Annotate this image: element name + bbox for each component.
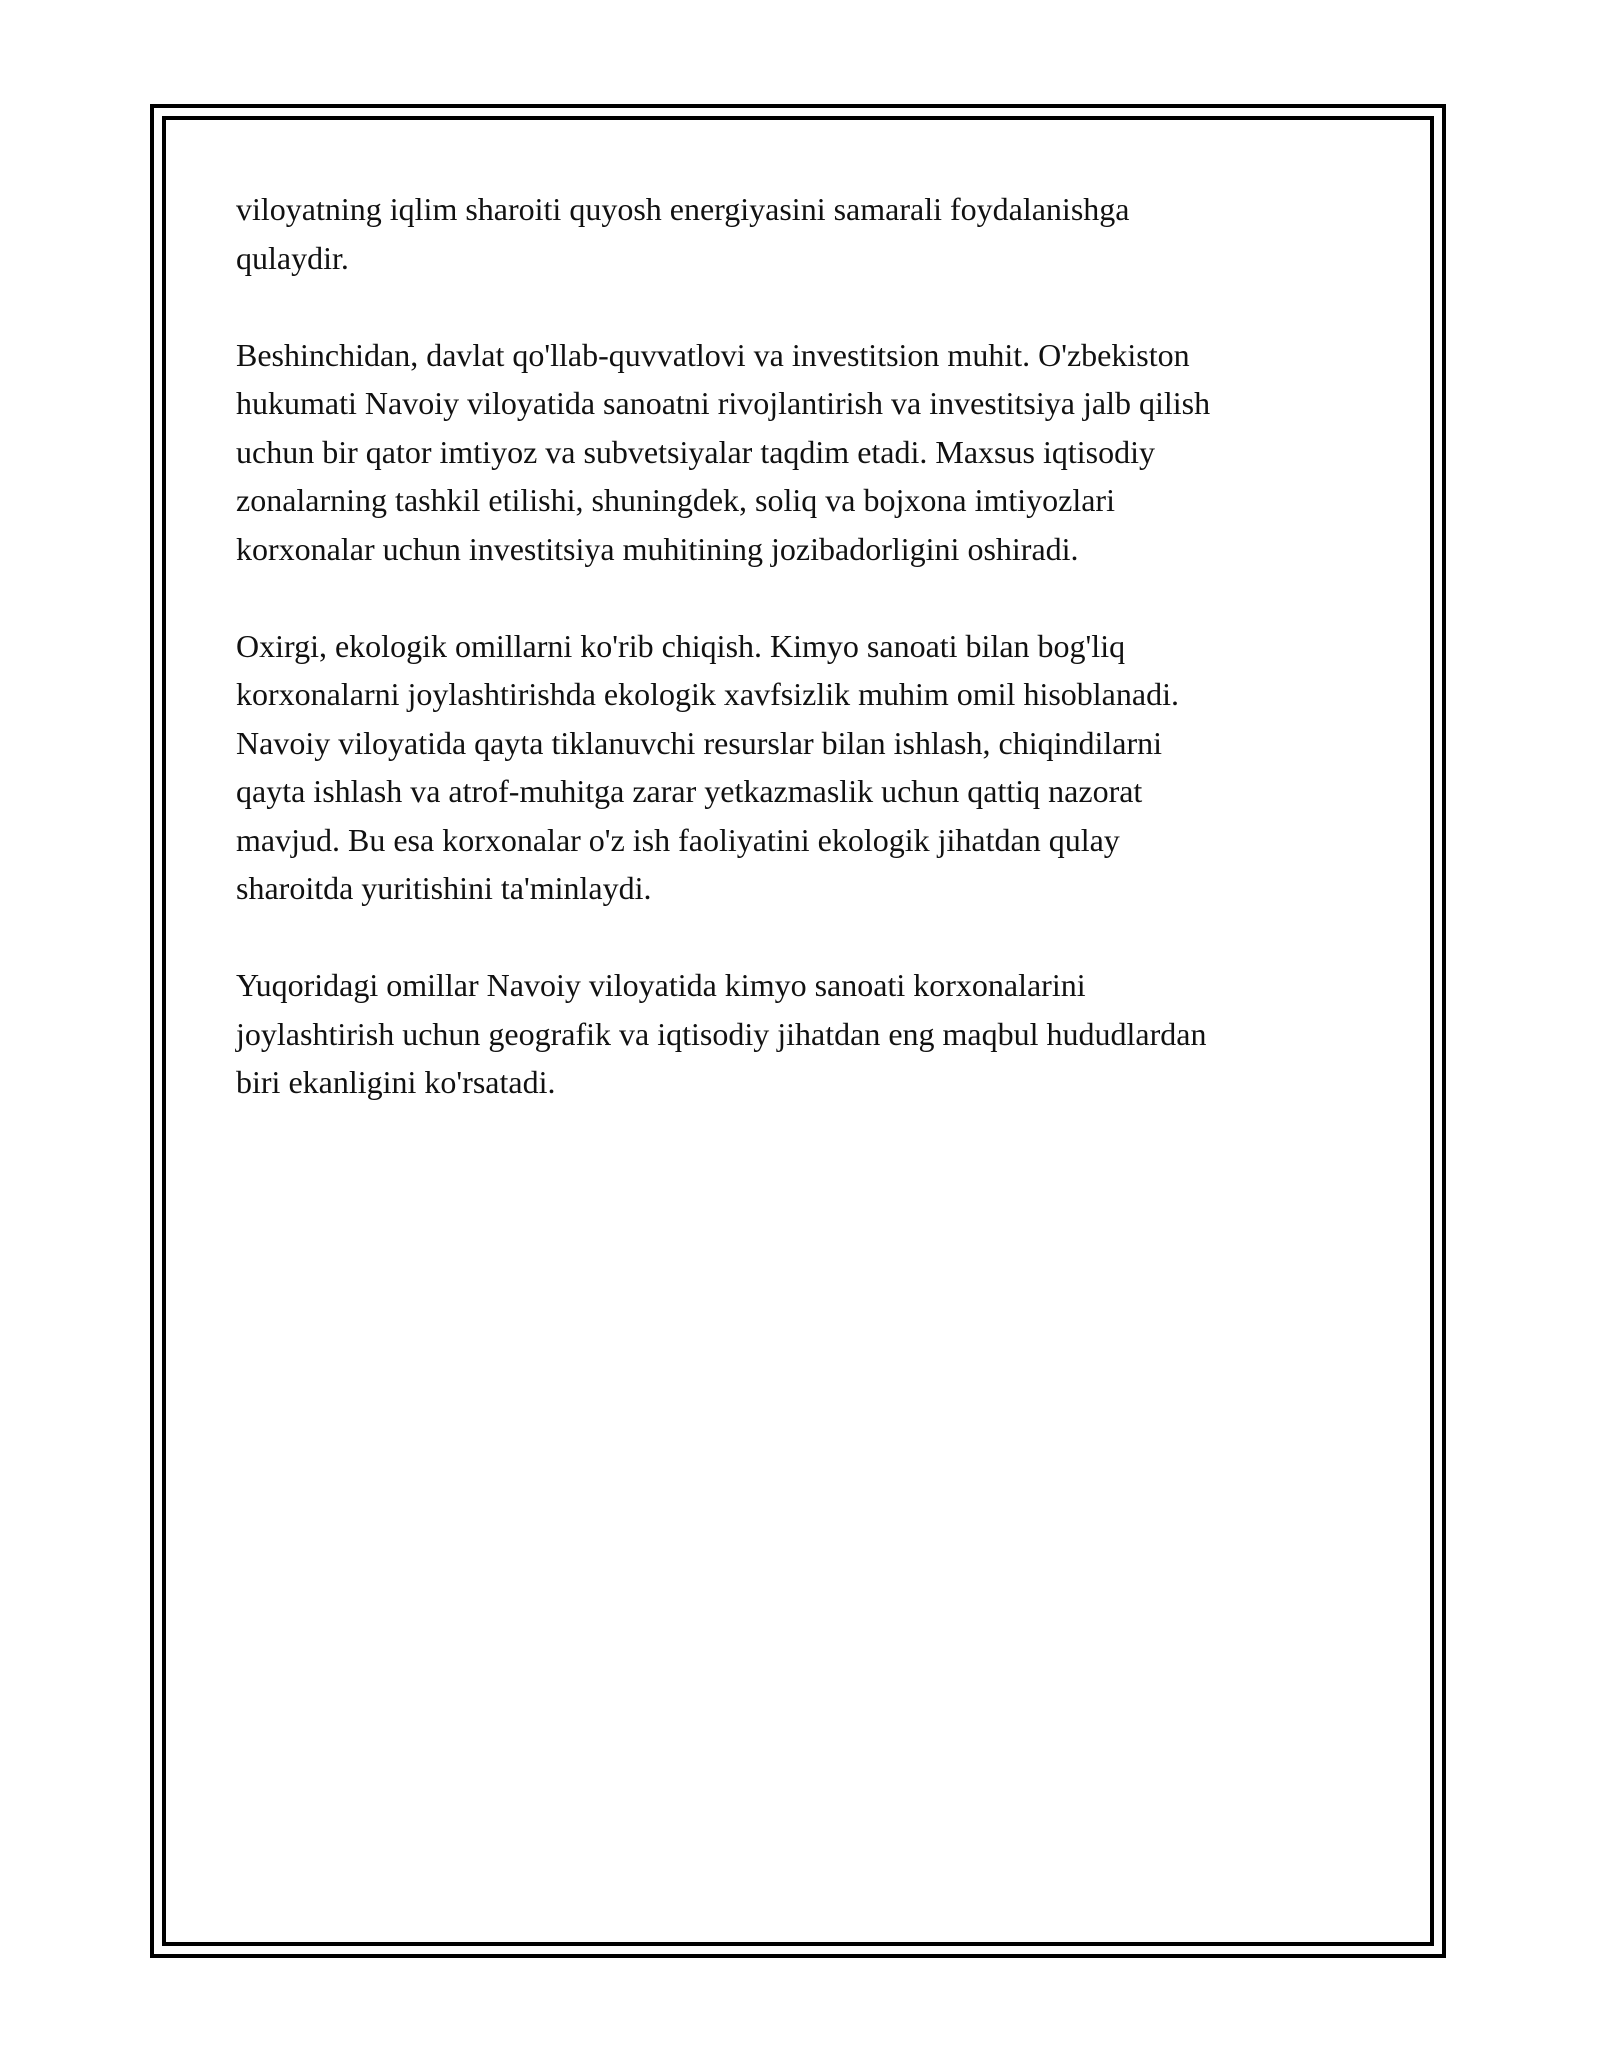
paragraph: Yuqoridagi omillar Navoiy viloyatida kimyo sanoati korxonalarini joylashtirish uchun geografik va iqtisodiy jihatdan eng maqbul hududlardan biri ekanligini ko'rsatadi.: [236, 967, 1207, 1100]
paragraph: viloyatning iqlim sharoiti quyosh energiyasini samarali foydalanishga qulaydir.: [236, 191, 1130, 276]
paragraph: Oxirgi, ekologik omillarni ko'rib chiqish. Kimyo sanoati bilan bog'liq korxonalarni joylashtirishda ekologik xavfsizlik muhim omil hisoblanadi. Navoiy viloyatida qayta tiklanuvchi resurslar bilan ishlash, chiqindilarni qayta ishlash va atrof-muhitga zarar yetkazmaslik uchun qattiq nazorat mavjud. Bu esa korxonalar o'z ish faoliyatini ekologik jihatdan qulay sharoitda yuritishini ta'minlaydi.: [236, 627, 1179, 906]
document-body: [236, 185, 1376, 1155]
paragraph: Beshinchidan, davlat qo'llab-quvvatlovi va investitsion muhit. O'zbekiston hukumati Navoiy viloyatida sanoatni rivojlantirish va investitsiya jalb qilish uchun bir qator imtiyoz va subvetsiyalar taqdim etadi. Maxsus iqtisodiy zonalarning tashkil etilishi, shuningdek, soliq va bojxona imtiyozlari korxonalar uchun investitsiya muhitining jozibadorligini oshiradi.: [236, 336, 1211, 567]
